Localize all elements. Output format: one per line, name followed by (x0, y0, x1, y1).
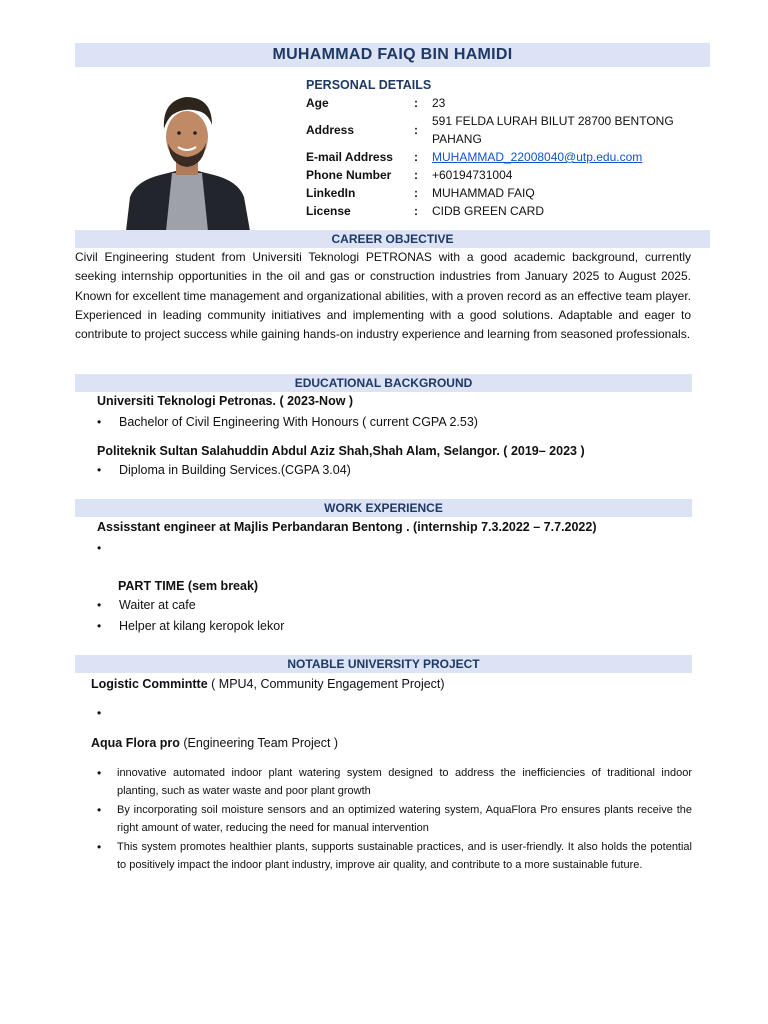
colon: : (414, 186, 418, 200)
personal-row-age (306, 94, 682, 112)
work-experience-heading: WORK EXPERIENCE (75, 499, 692, 517)
project-2-item-3: • This system promotes healthier plants, supports sustainable practices, and is user-friendly. It also holds the potential to positively impact the indoor plant industry, improve air quality, and contribute to a more sustainable future. (97, 840, 692, 871)
project-2-item-2: • By incorporating soil moisture sensors and an optimized watering system, AquaFlora Pro ensures plants receive the right amount of water, reducing the need for manual intervention (97, 803, 692, 834)
personal-details-table (306, 94, 682, 220)
colon: : (414, 168, 418, 182)
license-value: CIDB GREEN CARD (432, 204, 545, 218)
email-link[interactable]: MUHAMMAD_22008040@utp.edu.com (432, 150, 643, 164)
projects-heading: NOTABLE UNIVERSITY PROJECT (75, 655, 692, 673)
personal-row-phone (306, 166, 682, 184)
phone-value: +60194731004 (432, 168, 513, 182)
project-2-name: Aqua Flora pro (91, 736, 180, 750)
linkedin-label: LinkedIn (306, 186, 356, 200)
project-2-item-1: • innovative automated indoor plant watering system designed to address the inefficiencies of traditional indoor planting, such as water waste and poor plant growth (97, 766, 692, 797)
education-school-2: Politeknik Sultan Salahuddin Abdul Aziz Shah,Shah Alam, Selangor. ( 2019– 2023 ) (97, 444, 585, 458)
age-value: 23 (432, 96, 446, 110)
phone-label: Phone Number (306, 168, 392, 182)
education-heading: EDUCATIONAL BACKGROUND (75, 374, 692, 392)
colon: : (414, 204, 418, 218)
bullet-icon: • (97, 803, 102, 817)
personal-row-address (306, 112, 682, 148)
career-objective-heading: CAREER OBJECTIVE (75, 230, 710, 248)
address-value: 591 FELDA LURAH BILUT 28700 BENTONG PAHANG (432, 114, 674, 146)
project-2 (91, 736, 338, 750)
personal-details-title: PERSONAL DETAILS (306, 78, 432, 92)
bullet-icon: • (97, 541, 102, 555)
profile-photo (116, 85, 258, 231)
parttime-title: PART TIME (sem break) (118, 579, 259, 593)
project-1-desc: ( MPU4, Community Engagement Project) (207, 677, 445, 691)
age-label: Age (306, 96, 329, 110)
career-objective-text: Civil Engineering student from Universiti Teknologi PETRONAS with a good academic background, currently seeking internship opportunities in the oil and gas or construction industries from January 2025 to August 2025. Known for excellent time management and organizational abilities, with a proven record as an effective team player. Experienced in leading community initiatives and implementing with a good solutions. Adaptable and eager to contribute to project success while gaining hands-on industry experience and learning from seasoned professionals. (75, 250, 691, 342)
personal-row-license (306, 202, 682, 220)
project-1-name: Logistic Commintte (91, 677, 208, 691)
colon: : (414, 150, 418, 164)
bullet-icon: • (97, 840, 102, 854)
project-1 (91, 677, 445, 691)
work-role: Assisstant engineer at Majlis Perbandaran Bentong . (internship 7.3.2022 – 7.7.2022) (97, 520, 597, 534)
colon: : (414, 96, 418, 110)
education-school-1: Universiti Teknologi Petronas. ( 2023-Now ) (97, 394, 354, 408)
project-2-desc: (Engineering Team Project ) (179, 736, 339, 750)
colon: : (414, 123, 418, 137)
bullet-icon: • (97, 463, 102, 477)
bullet-icon: • (97, 706, 102, 720)
address-label: Address (306, 123, 355, 137)
name-heading: MUHAMMAD FAIQ BIN HAMIDI (75, 43, 710, 67)
bullet-icon: • (97, 619, 102, 633)
bullet-icon: • (97, 598, 102, 612)
personal-row-email (306, 148, 682, 166)
personal-row-linkedin (306, 184, 682, 202)
email-label: E-mail Address (306, 150, 393, 164)
license-label: License (306, 204, 351, 218)
linkedin-value: MUHAMMAD FAIQ (432, 186, 535, 200)
bullet-icon: • (97, 766, 102, 780)
bullet-icon: • (97, 415, 102, 429)
